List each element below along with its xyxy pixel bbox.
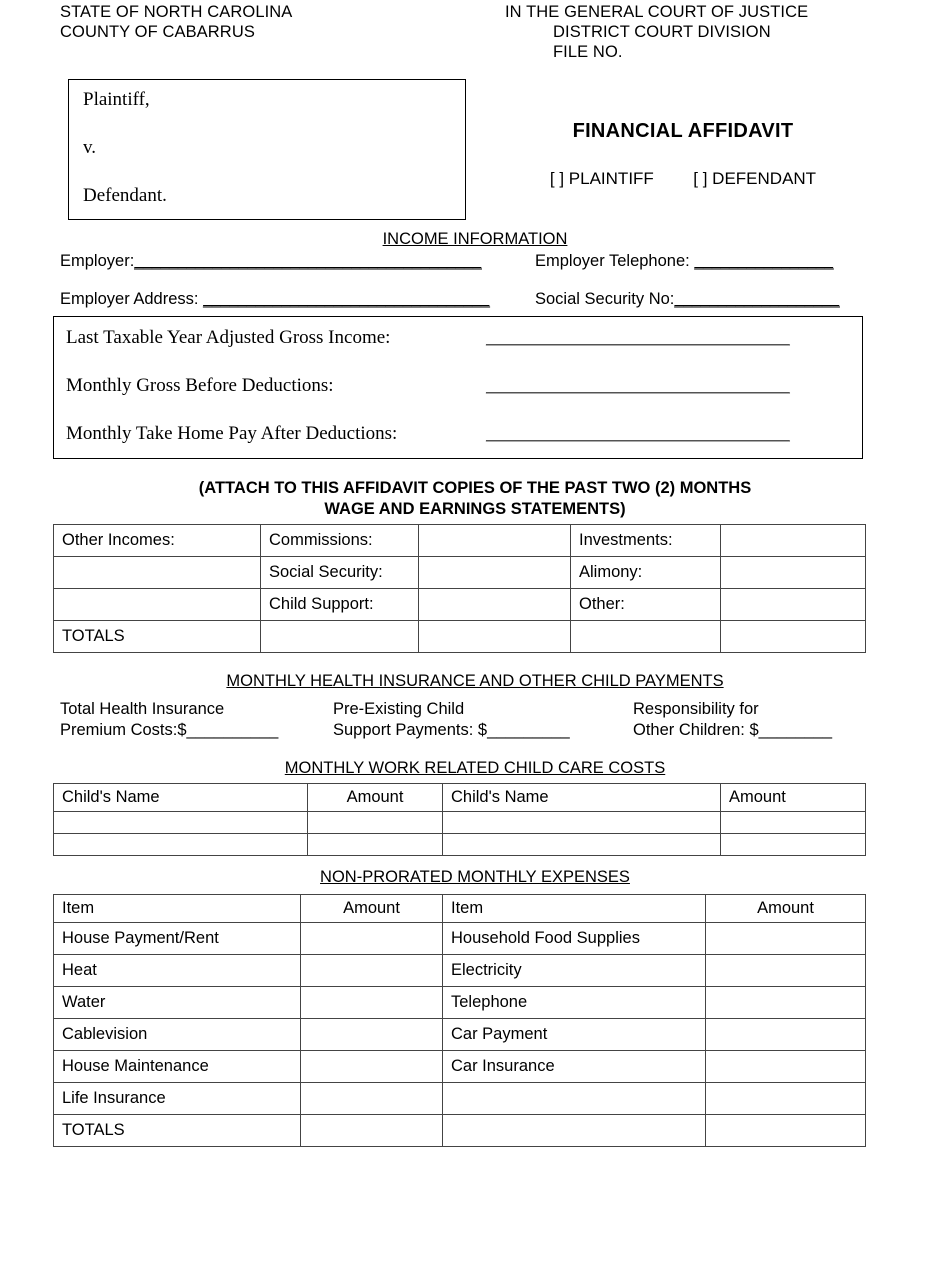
alimony-value-cell[interactable] — [721, 557, 866, 589]
other-incomes-totals-cell-2[interactable] — [261, 621, 419, 653]
child-support-value-cell[interactable] — [419, 589, 571, 621]
table-row — [54, 923, 866, 955]
table-row — [54, 1083, 866, 1115]
expenses-totals-item-2[interactable] — [443, 1115, 706, 1147]
last-taxable-year-row — [66, 327, 846, 349]
monthly-take-home-label: Monthly Take Home Pay After Deductions: — [66, 423, 398, 444]
employer-telephone-field-row — [535, 252, 833, 271]
other-incomes-totals-cell-3[interactable] — [419, 621, 571, 653]
court-line: IN THE GENERAL COURT OF JUSTICE — [505, 3, 809, 21]
table-row — [54, 1019, 866, 1051]
last-taxable-year-input-blank[interactable]: _________________________________ — [486, 327, 790, 348]
employer-field-row — [60, 252, 481, 271]
expenses-amount-heat[interactable] — [301, 955, 443, 987]
other-incomes-table — [53, 524, 866, 653]
expenses-amount-cablevision[interactable] — [301, 1019, 443, 1051]
employer-label: Employer: — [60, 252, 135, 270]
expenses-header-item-2: Item — [443, 895, 706, 923]
responsibility-for-label: Responsibility for — [633, 700, 759, 718]
social-security-field-row — [535, 290, 839, 309]
alimony-label-cell: Alimony: — [571, 557, 721, 589]
support-payments-field[interactable]: Support Payments: $_________ — [333, 721, 570, 739]
expenses-item-house-payment: House Payment/Rent — [54, 923, 301, 955]
table-row — [54, 557, 866, 589]
table-row — [54, 1051, 866, 1083]
attachment-instruction-line-2: WAGE AND EARNINGS STATEMENTS) — [324, 500, 626, 518]
court-jurisdiction-left — [60, 2, 292, 42]
child-care-cell-r1c2[interactable] — [308, 812, 443, 834]
expenses-amount-car-insurance[interactable] — [706, 1051, 866, 1083]
commissions-label-cell: Commissions: — [261, 525, 419, 557]
child-care-header-amount-1: Amount — [308, 784, 443, 812]
last-taxable-year-label: Last Taxable Year Adjusted Gross Income: — [66, 327, 391, 348]
employer-telephone-input-blank[interactable]: ________________ — [694, 252, 834, 270]
child-care-header-amount-2: Amount — [721, 784, 866, 812]
other-children-block — [633, 699, 832, 741]
table-row — [54, 525, 866, 557]
expenses-amount-telephone[interactable] — [706, 987, 866, 1019]
employer-address-field-row — [60, 290, 489, 309]
caption-versus-label: v. — [83, 137, 97, 158]
child-care-cell-r1c1[interactable] — [54, 812, 308, 834]
premium-costs-field[interactable]: Premium Costs:$__________ — [60, 721, 279, 739]
employer-address-input-blank[interactable]: _________________________________ — [203, 290, 490, 308]
monthly-take-home-input-blank[interactable]: _________________________________ — [486, 423, 790, 444]
state-line: STATE OF NORTH CAROLINA — [60, 3, 293, 21]
attachment-instruction-line-1: (ATTACH TO THIS AFFIDAVIT COPIES OF THE PAST TWO (2) MONTHS — [198, 479, 752, 497]
expenses-heading-text: NON-PRORATED MONTHLY EXPENSES — [320, 868, 630, 886]
table-row — [54, 589, 866, 621]
expenses-item-heat: Heat — [54, 955, 301, 987]
pre-existing-child-label: Pre-Existing Child — [333, 700, 465, 718]
total-health-insurance-label: Total Health Insurance — [60, 700, 225, 718]
employer-telephone-label: Employer Telephone: — [535, 252, 690, 270]
expenses-totals-amount-2[interactable] — [706, 1115, 866, 1147]
table-row — [54, 812, 866, 834]
caption-defendant-label: Defendant. — [83, 185, 167, 206]
expenses-item-electricity: Electricity — [443, 955, 706, 987]
table-row — [54, 621, 866, 653]
monthly-gross-label: Monthly Gross Before Deductions: — [66, 375, 334, 396]
table-row — [54, 834, 866, 856]
expenses-item-house-maintenance: House Maintenance — [54, 1051, 301, 1083]
social-security-label: Social Security No: — [535, 290, 675, 308]
case-caption-box — [68, 79, 466, 220]
table-header-row — [54, 895, 866, 923]
court-jurisdiction-right — [505, 2, 808, 62]
expenses-item-blank-r6[interactable] — [443, 1083, 706, 1115]
expenses-item-household-food: Household Food Supplies — [443, 923, 706, 955]
child-care-cell-r2c1[interactable] — [54, 834, 308, 856]
expenses-amount-electricity[interactable] — [706, 955, 866, 987]
child-care-cell-r1c4[interactable] — [721, 812, 866, 834]
child-care-cell-r1c3[interactable] — [443, 812, 721, 834]
expenses-item-car-insurance: Car Insurance — [443, 1051, 706, 1083]
expenses-item-telephone: Telephone — [443, 987, 706, 1019]
total-health-insurance-block — [60, 699, 278, 741]
division-line: DISTRICT COURT DIVISION — [553, 23, 771, 41]
expenses-item-cablevision: Cablevision — [54, 1019, 301, 1051]
file-no-line: FILE NO. — [553, 43, 623, 61]
table-row — [54, 1115, 866, 1147]
party-checkbox-row — [468, 169, 898, 189]
child-care-heading-text: MONTHLY WORK RELATED CHILD CARE COSTS — [284, 759, 666, 777]
monthly-gross-row — [66, 375, 846, 397]
attachment-instruction — [0, 478, 950, 520]
child-care-table — [53, 783, 866, 856]
expenses-item-car-payment: Car Payment — [443, 1019, 706, 1051]
monthly-health-heading — [0, 672, 950, 691]
child-care-header-child-name-2: Child's Name — [443, 784, 721, 812]
employer-input-blank[interactable]: ________________________________________ — [134, 252, 482, 270]
expenses-amount-car-payment[interactable] — [706, 1019, 866, 1051]
social-security-input-blank[interactable]: ___________________ — [674, 290, 840, 308]
expenses-amount-blank-r6[interactable] — [706, 1083, 866, 1115]
table-row — [54, 987, 866, 1019]
child-care-header-child-name-1: Child's Name — [54, 784, 308, 812]
page-header — [0, 2, 950, 64]
other-incomes-blank-cell-1[interactable] — [54, 557, 261, 589]
expenses-header-amount-1: Amount — [301, 895, 443, 923]
other-incomes-blank-cell-2[interactable] — [54, 589, 261, 621]
expenses-item-life-insurance: Life Insurance — [54, 1083, 301, 1115]
income-information-heading-text: INCOME INFORMATION — [382, 230, 568, 248]
other-value-cell[interactable] — [721, 589, 866, 621]
monthly-gross-input-blank[interactable]: _________________________________ — [486, 375, 790, 396]
employer-address-label: Employer Address: — [60, 290, 199, 308]
pre-existing-child-block — [333, 699, 570, 741]
other-incomes-totals-label-cell: TOTALS — [54, 621, 261, 653]
expenses-amount-water[interactable] — [301, 987, 443, 1019]
expenses-header-amount-2: Amount — [706, 895, 866, 923]
expenses-totals-amount-1[interactable] — [301, 1115, 443, 1147]
child-care-cell-r2c4[interactable] — [721, 834, 866, 856]
expenses-amount-house-payment[interactable] — [301, 923, 443, 955]
expenses-amount-house-maintenance[interactable] — [301, 1051, 443, 1083]
child-care-cell-r2c2[interactable] — [308, 834, 443, 856]
expenses-heading — [0, 868, 950, 887]
monthly-take-home-row — [66, 423, 846, 445]
monthly-health-heading-text: MONTHLY HEALTH INSURANCE AND OTHER CHILD PAYMENTS — [226, 672, 724, 690]
table-row — [54, 955, 866, 987]
caption-plaintiff-label: Plaintiff, — [83, 89, 150, 110]
expenses-amount-life-insurance[interactable] — [301, 1083, 443, 1115]
child-care-cell-r2c3[interactable] — [443, 834, 721, 856]
investments-value-cell[interactable] — [721, 525, 866, 557]
other-children-field[interactable]: Other Children: $________ — [633, 721, 833, 739]
gross-income-box — [53, 316, 863, 459]
commissions-value-cell[interactable] — [419, 525, 571, 557]
other-incomes-totals-cell-5[interactable] — [721, 621, 866, 653]
expenses-table — [53, 894, 866, 1147]
other-label-cell: Other: — [571, 589, 721, 621]
plaintiff-checkbox[interactable]: [ ] PLAINTIFF — [549, 169, 654, 188]
income-information-heading — [0, 230, 950, 249]
social-security-value-cell[interactable] — [419, 557, 571, 589]
expenses-amount-household-food[interactable] — [706, 923, 866, 955]
child-support-label-cell: Child Support: — [261, 589, 419, 621]
expenses-header-item-1: Item — [54, 895, 301, 923]
other-incomes-label-cell: Other Incomes: — [54, 525, 261, 557]
child-care-heading — [0, 759, 950, 778]
defendant-checkbox[interactable]: [ ] DEFENDANT — [693, 169, 817, 188]
expenses-item-water: Water — [54, 987, 301, 1019]
table-header-row — [54, 784, 866, 812]
social-security-label-cell: Social Security: — [261, 557, 419, 589]
page-title: FINANCIAL AFFIDAVIT — [572, 120, 794, 142]
county-line: COUNTY OF CABARRUS — [60, 23, 255, 41]
other-incomes-totals-cell-4[interactable] — [571, 621, 721, 653]
investments-label-cell: Investments: — [571, 525, 721, 557]
expenses-totals-label: TOTALS — [54, 1115, 301, 1147]
